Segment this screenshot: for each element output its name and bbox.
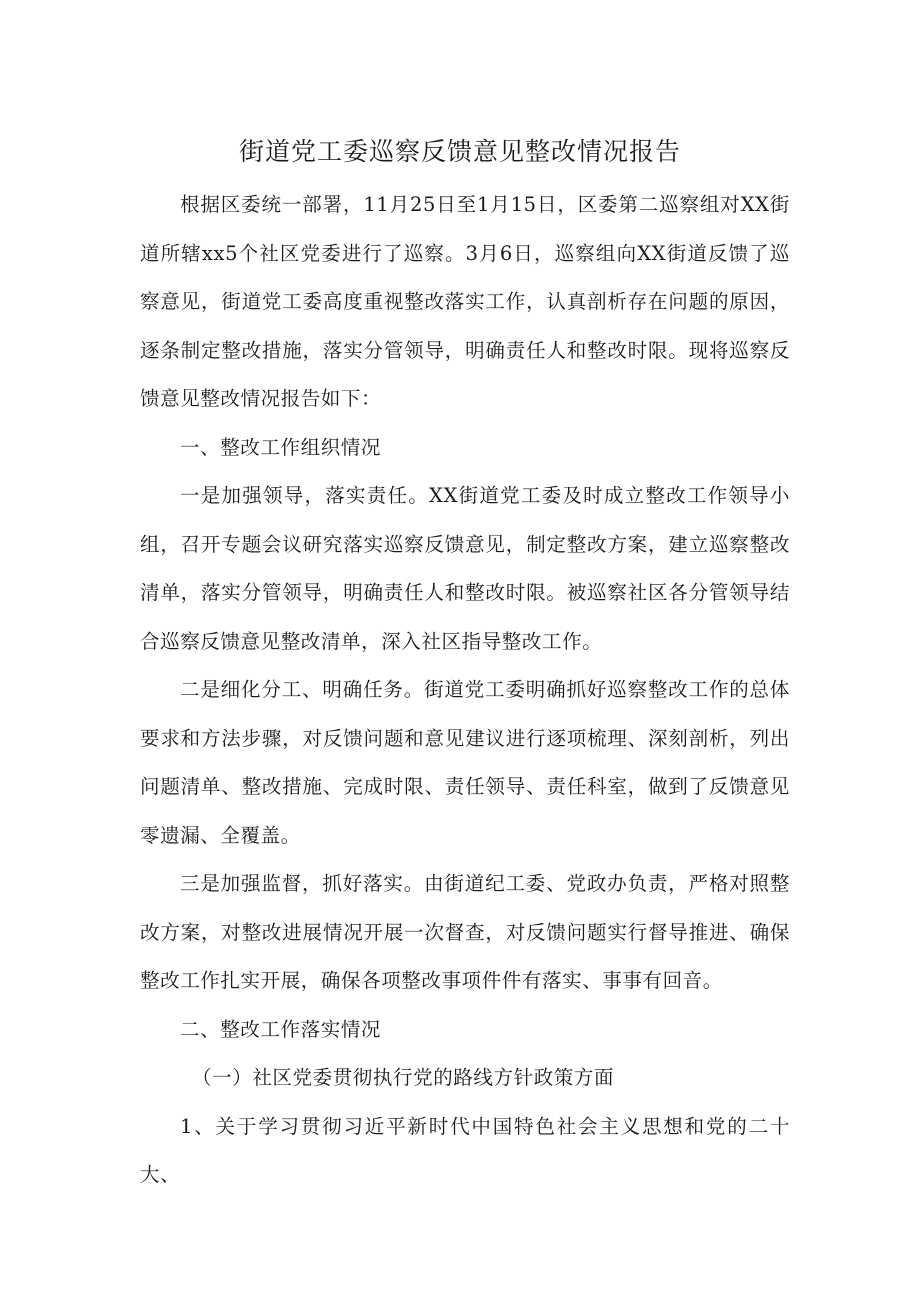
section-1-item-2: 二是细化分工、明确任务。街道党工委明确抓好巡察整改工作的总体要求和方法步骤，对反馈问题和意见建议进行逐项梳理、深刻剖析，列出问题清单、整改措施、完成时限、责任领导、责任科室，做到了反馈意见零遗漏、全覆盖。 (140, 678, 790, 847)
section-1-item-3: 三是加强监督，抓好落实。由街道纪工委、党政办负责，严格对照整改方案，对整改进展情况开展一次督查，对反馈问题实行督导推进、确保整改工作扎实开展，确保各项整改事项件件有落实、事事有回音。 (140, 872, 790, 992)
section-2-heading: 二、整改工作落实情况 (180, 1017, 382, 1041)
document-body (140, 181, 790, 1200)
document-title: 街道党工委巡察反馈意见整改情况报告 (238, 137, 681, 166)
section-2-subheading: （一）社区党委贯彻执行党的路线方针政策方面 (192, 1066, 615, 1089)
section-1-heading: 一、整改工作组织情况 (180, 435, 382, 459)
section-1-item-1: 一是加强领导，落实责任。XX街道党工委及时成立整改工作领导小组，召开专题会议研究落实巡察反馈意见，制定整改方案，建立巡察整改清单，落实分管领导，明确责任人和整改时限。被巡察社区各分管领导结合巡察反馈意见整改清单，深入社区指导整改工作。 (140, 484, 790, 653)
section-2-item-1: 1、关于学习贯彻习近平新时代中国特色社会主义思想和党的二十大、 (140, 1114, 790, 1186)
intro-paragraph: 根据区委统一部署，11月25日至1月15日，区委第二巡察组对XX街道所辖xx5个社区党委进行了巡察。3月6日，巡察组向XX街道反馈了巡察意见，街道党工委高度重视整改落实工作，认真剖析存在问题的原因，逐条制定整改措施，落实分管领导，明确责任人和整改时限。现将巡察反馈意见整改情况报告如下： (140, 193, 790, 410)
